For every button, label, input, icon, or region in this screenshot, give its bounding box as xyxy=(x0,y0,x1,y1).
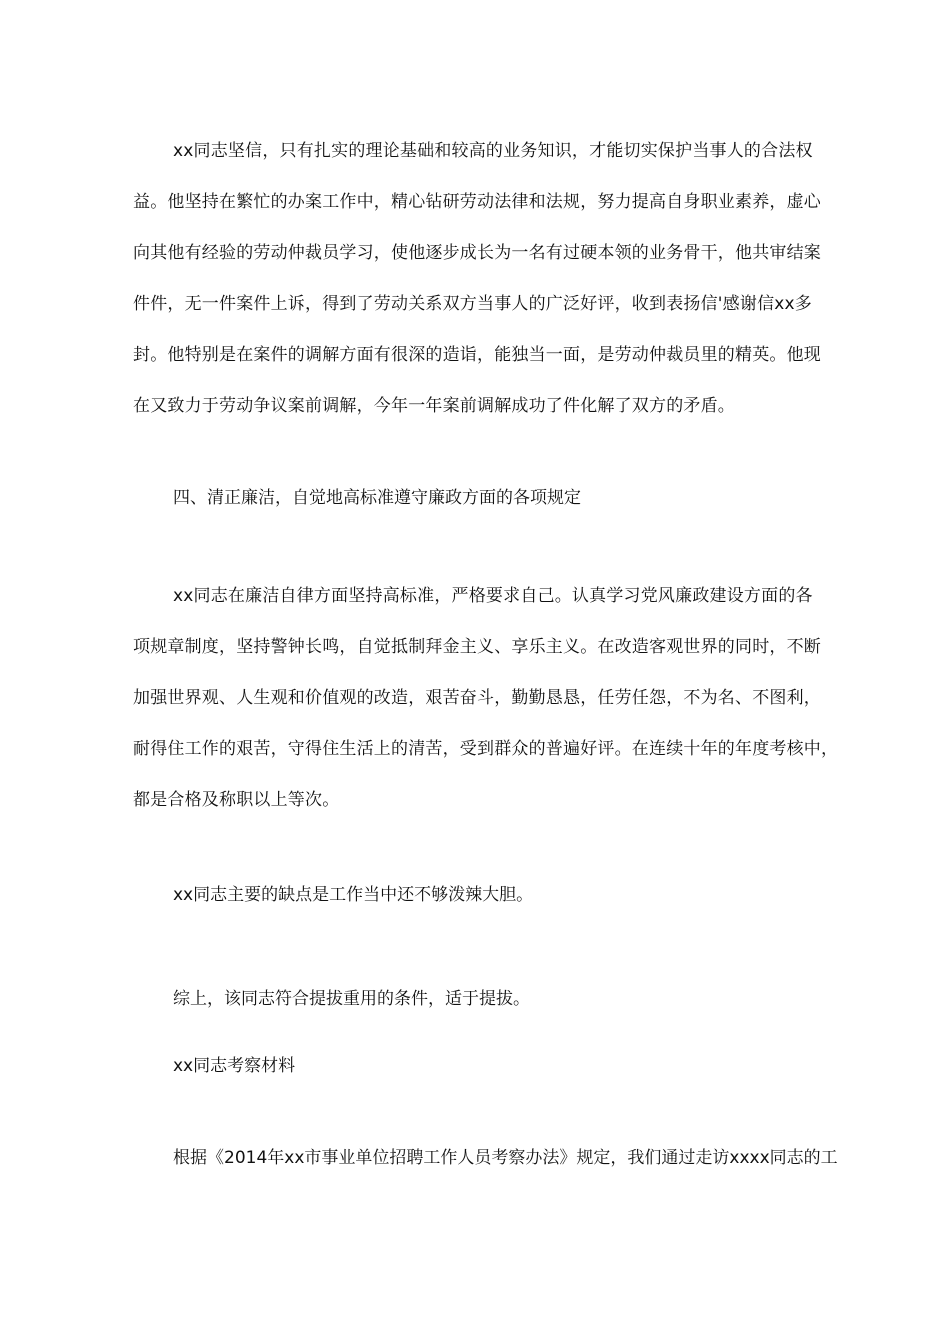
text-line: 耐得住工作的艰苦，守得住生活上的清苦，受到群众的普遍好评。在连续十年的年度考核中， xyxy=(133,739,839,759)
text-line: xx同志在廉洁自律方面坚持高标准，严格要求自己。认真学习党风廉政建设方面的各 xyxy=(173,586,813,606)
text-line: 项规章制度，坚持警钟长鸣，自觉抵制拜金主义、享乐主义。在改造客观世界的同时，不断 xyxy=(133,637,821,657)
section-heading-integrity: 四、清正廉洁，自觉地高标准遵守廉政方面的各项规定 xyxy=(173,488,581,508)
text-line: 益。他坚持在繁忙的办案工作中，精心钻研劳动法律和法规，努力提高自身职业素养，虚心 xyxy=(133,192,821,212)
document-title-2: xx同志考察材料 xyxy=(173,1056,296,1076)
text-line: 加强世界观、人生观和价值观的改造，艰苦奋斗，勤勤恳恳，任劳任怨，不为名、不图利， xyxy=(133,688,821,708)
text-line: xx同志坚信，只有扎实的理论基础和较高的业务知识，才能切实保护当事人的合法权 xyxy=(173,141,813,161)
paragraph-integrity xyxy=(133,571,839,826)
paragraph-professional-skills xyxy=(133,126,825,432)
text-line: 件件，无一件案件上诉，得到了劳动关系双方当事人的广泛好评，收到表扬信'感谢信xx多 xyxy=(133,294,812,314)
paragraph-shortcomings: xx同志主要的缺点是工作当中还不够泼辣大胆。 xyxy=(173,885,534,905)
text-line: 封。他特别是在案件的调解方面有很深的造诣，能独当一面，是劳动仲裁员里的精英。他现 xyxy=(133,345,821,365)
text-line: 向其他有经验的劳动仲裁员学习，使他逐步成长为一名有过硬本领的业务骨干，他共审结案 xyxy=(133,243,821,263)
text-line: 在又致力于劳动争议案前调解，今年一年案前调解成功了件化解了双方的矛盾。 xyxy=(133,396,735,416)
paragraph-conclusion: 综上，该同志符合提拔重用的条件，适于提拔。 xyxy=(173,989,530,1009)
text-line: 都是合格及称职以上等次。 xyxy=(133,790,340,810)
paragraph-basis: 根据《2014年xx市事业单位招聘工作人员考察办法》规定，我们通过走访xxxx同志的工 xyxy=(173,1148,838,1168)
